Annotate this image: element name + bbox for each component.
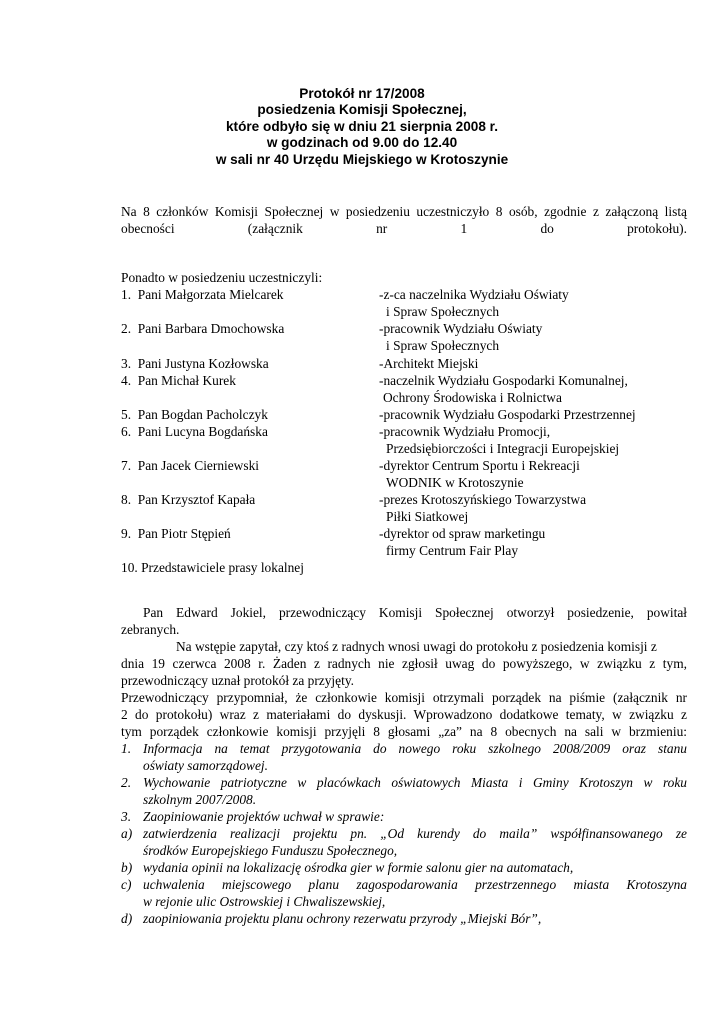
title-line: posiedzenia Komisji Społecznej,	[257, 102, 467, 118]
participant-row	[121, 320, 687, 337]
title-line: w sali nr 40 Urzędu Miejskiego w Krotoszynie	[215, 151, 509, 167]
agenda-item: 1. Informacja na temat przygotowania do nowego roku szkolnego 2008/2009 oraz stanu	[121, 741, 687, 756]
participant-role: -dyrektor od spraw marketingu	[379, 526, 546, 541]
participant-role-cont: Ochrony Środowiska i Rolnictwa	[383, 390, 562, 405]
participant-role-cont: WODNIK w Krotoszynie	[386, 475, 524, 490]
agenda-subitem: c) uchwalenia miejscowego planu zagospodarowania przestrzennego miasta Krotoszyna	[121, 877, 687, 892]
participant-name: 2. Pani Barbara Dmochowska	[121, 321, 285, 336]
participant-row	[121, 372, 687, 389]
agenda-subitem-cont: w rejonie ulic Ostrowskiej i Chwaliszewskiej,	[143, 894, 386, 909]
agenda-subitem-cont: środków Europejskiego Funduszu Społecznego,	[143, 843, 398, 858]
participant-row	[121, 355, 687, 372]
participant-name: 7. Pan Jacek Cierniewski	[121, 458, 259, 473]
participant-role: -naczelnik Wydziału Gospodarki Komunalnej,	[379, 373, 628, 388]
participant-role-cont: i Spraw Społecznych	[386, 338, 500, 353]
participant-role-cont: Przedsiębiorczości i Integracji Europejskiej	[386, 441, 620, 456]
participant-name: 4. Pan Michał Kurek	[121, 373, 236, 388]
participant-role: -z-ca naczelnika Wydziału Oświaty	[379, 287, 569, 302]
title-line: w godzinach od 9.00 do 12.40	[266, 135, 458, 151]
body-line: przewodniczący uznał protokół za przyjęty.	[121, 673, 354, 688]
participant-row	[121, 491, 687, 508]
participants-heading: Ponadto w posiedzeniu uczestniczyli:	[121, 270, 323, 285]
participant-row	[121, 559, 687, 576]
title-line: które odbyło się w dniu 21 sierpnia 2008 r.	[226, 118, 498, 134]
body-line: Na wstępie zapytał, czy ktoś z radnych wnosi uwagi do protokołu z posiedzenia komisji z	[176, 639, 657, 654]
body-line: zebranych.	[121, 622, 180, 637]
participant-row	[121, 406, 687, 423]
participant-role-cont: firmy Centrum Fair Play	[386, 543, 519, 558]
body-line: tym porządek członkowie komisji przyjęli 8 głosami „za” na 8 obecnych na sali w brzmieniu:	[121, 724, 687, 739]
body-line: dnia 19 czerwca 2008 r. Żaden z radnych nie zgłosił uwag do powyższego, w związku z tym,	[121, 656, 687, 671]
participant-name: 1. Pani Małgorzata Mielcarek	[121, 287, 284, 302]
participant-role: -dyrektor Centrum Sportu i Rekreacji	[379, 458, 580, 473]
title-line: Protokół nr 17/2008	[299, 86, 425, 101]
document-title	[0, 86, 724, 168]
agenda-item-cont: szkolnym 2007/2008.	[143, 792, 257, 807]
participant-role-cont: Piłki Siatkowej	[386, 509, 469, 524]
participant-row	[121, 423, 687, 440]
participant-name: 9. Pan Piotr Stępień	[121, 526, 231, 541]
participant-name: 10. Przedstawiciele prasy lokalnej	[121, 560, 304, 575]
agenda-item-cont: oświaty samorządowej.	[143, 758, 268, 773]
participant-role: -prezes Krotoszyńskiego Towarzystwa	[379, 492, 587, 507]
participant-role: -Architekt Miejski	[379, 356, 479, 371]
intro-paragraph: Na 8 członków Komisji Społecznej w posiedzeniu uczestniczyło 8 osób, zgodnie z załączoną listą obecności (załącznik nr 1 do protokołu).	[121, 204, 687, 236]
participant-row	[121, 525, 687, 542]
participant-name: 5. Pan Bogdan Pacholczyk	[121, 407, 268, 422]
agenda-item: 3. Zaopiniowanie projektów uchwał w sprawie:	[121, 809, 385, 824]
participant-name: 3. Pani Justyna Kozłowska	[121, 356, 269, 371]
agenda-subitem: a) zatwierdzenia realizacji projektu pn. „Od kurendy do maila” współfinansowanego ze	[121, 826, 687, 841]
participant-role: -pracownik Wydziału Promocji,	[379, 424, 551, 439]
agenda-subitem: d) zaopiniowania projektu planu ochrony rezerwatu przyrody „Miejski Bór”,	[121, 911, 542, 926]
body-line: Przewodniczący przypomniał, że członkowie komisji otrzymali porządek na piśmie (załącznik nr	[121, 690, 687, 705]
participant-role: -pracownik Wydziału Gospodarki Przestrzennej	[379, 407, 636, 422]
participant-row	[121, 286, 687, 303]
participant-role: -pracownik Wydziału Oświaty	[379, 321, 543, 336]
agenda-subitem: b) wydania opinii na lokalizację ośrodka gier w formie salonu gier na automatach,	[121, 860, 574, 875]
participant-role-cont: i Spraw Społecznych	[386, 304, 500, 319]
agenda-item: 2. Wychowanie patriotyczne w placówkach oświatowych Miasta i Gminy Krotoszyn w roku	[121, 775, 687, 790]
body-line: 2 do protokołu) wraz z materiałami do dyskusji. Wprowadzono dodatkowe tematy, w związku z	[121, 707, 687, 722]
participant-row	[121, 457, 687, 474]
participant-name: 6. Pani Lucyna Bogdańska	[121, 424, 268, 439]
participant-name: 8. Pan Krzysztof Kapała	[121, 492, 256, 507]
body-line: Pan Edward Jokiel, przewodniczący Komisji Społecznej otworzył posiedzenie, powitał	[143, 605, 687, 620]
